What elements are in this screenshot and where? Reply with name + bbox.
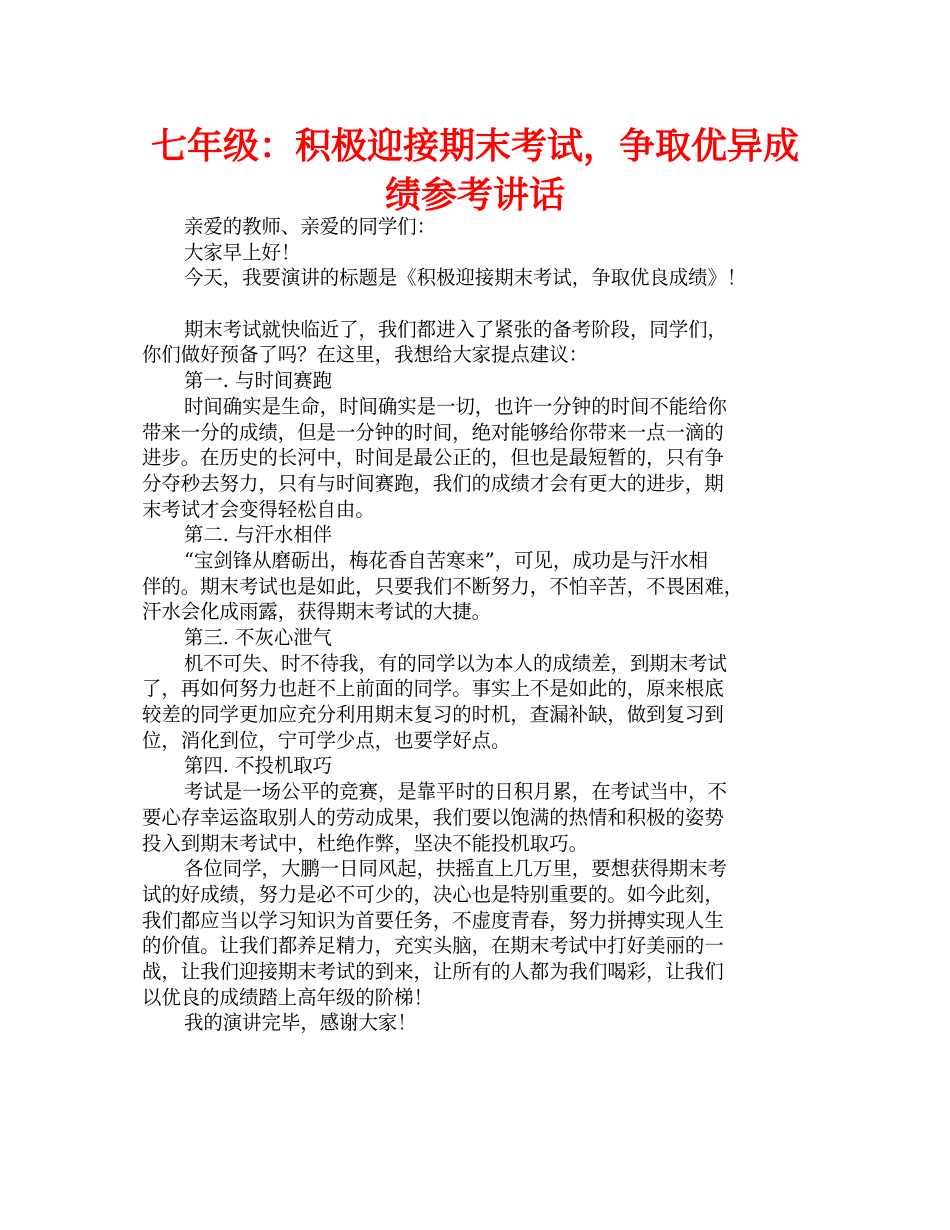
body-line: 战，让我们迎接期末考试的到来，让所有的人都为我们喝彩，让我们 (142, 959, 724, 983)
salutation: 亲爱的教师、亲爱的同学们： (184, 215, 437, 238)
body-line: 带来一分的成绩，但是一分钟的时间，绝对能够给你带来一点一滴的 (142, 420, 724, 444)
document-title (140, 122, 810, 220)
body-line: 汗水会化成雨露，获得期末考试的大捷。 (142, 600, 492, 624)
body-line: 机不可失、时不待我，有的同学以为本人的成绩差，到期末考试 (184, 651, 727, 675)
body-line: 伴的。期末考试也是如此，只要我们不断努力，不怕辛苦，不畏困难， (142, 574, 744, 598)
body-line: 了，再如何努力也赶不上前面的同学。事实上不是如此的，原来根底 (142, 677, 724, 701)
greeting: 大家早上好！ (184, 240, 301, 264)
speech-topic: 今天，我要演讲的标题是《积极迎接期末考试，争取优良成绩》！ (184, 266, 747, 290)
section-heading: 第一. 与时间赛跑 (184, 369, 333, 393)
section-heading: 第二. 与汗水相伴 (184, 523, 333, 547)
body-line: 你们做好预备了吗？在这里，我想给大家提点建议： (142, 343, 588, 367)
title-line: 绩参考讲话 (384, 175, 565, 216)
body-line: “宝剑锋从磨砺出，梅花香自苦寒来”，可见，成功是与汗水相 (184, 548, 708, 572)
body-line: 分夺秒去努力，只有与时间赛跑，我们的成绩才会有更大的进步，期 (142, 471, 724, 495)
blank-line (142, 291, 812, 317)
body-line: 以优良的成绩踏上高年级的阶梯！ (142, 985, 433, 1009)
document-body (142, 214, 812, 1036)
body-line: 试的好成绩，努力是必不可少的，决心也是特别重要的。如今此刻， (142, 882, 724, 906)
title-line: 七年级：积极迎接期末考试，争取优异成 (150, 126, 799, 167)
body-line: 期末考试就快临近了，我们都进入了紧张的备考阶段，同学们， (184, 317, 727, 341)
closing-line: 我的演讲完毕，感谢大家！ (184, 1011, 417, 1035)
body-line: 进步。在历史的长河中，时间是最公正的，但也是最短暂的，只有争 (142, 446, 724, 470)
body-line: 投入到期末考试中，杜绝作弊，坚决不能投机取巧。 (142, 831, 588, 855)
body-line: 时间确实是生命，时间确实是一切，也许一分钟的时间不能给你 (184, 394, 727, 418)
body-line: 末考试才会变得轻松自由。 (142, 497, 375, 521)
body-line: 各位同学，大鹏一日同风起，扶摇直上几万里，要想获得期末考 (184, 857, 727, 881)
body-line: 的价值。让我们都养足精力，充实头脑，在期末考试中打好美丽的一 (142, 934, 724, 958)
body-line: 位，消化到位，宁可学少点，也要学好点。 (142, 728, 511, 752)
body-line: 考试是一场公平的竞赛，是靠平时的日积月累，在考试当中，不 (184, 780, 727, 804)
section-heading: 第三. 不灰心泄气 (184, 626, 333, 649)
body-line: 要心存幸运盗取别人的劳动成果，我们要以饱满的热情和积极的姿势 (142, 805, 724, 829)
body-line: 我们都应当以学习知识为首要任务，不虚度青春，努力拼搏实现人生 (142, 908, 724, 932)
section-heading: 第四. 不投机取巧 (184, 754, 333, 778)
body-line: 较差的同学更加应充分利用期末复习的时机，查漏补缺，做到复习到 (142, 703, 724, 727)
